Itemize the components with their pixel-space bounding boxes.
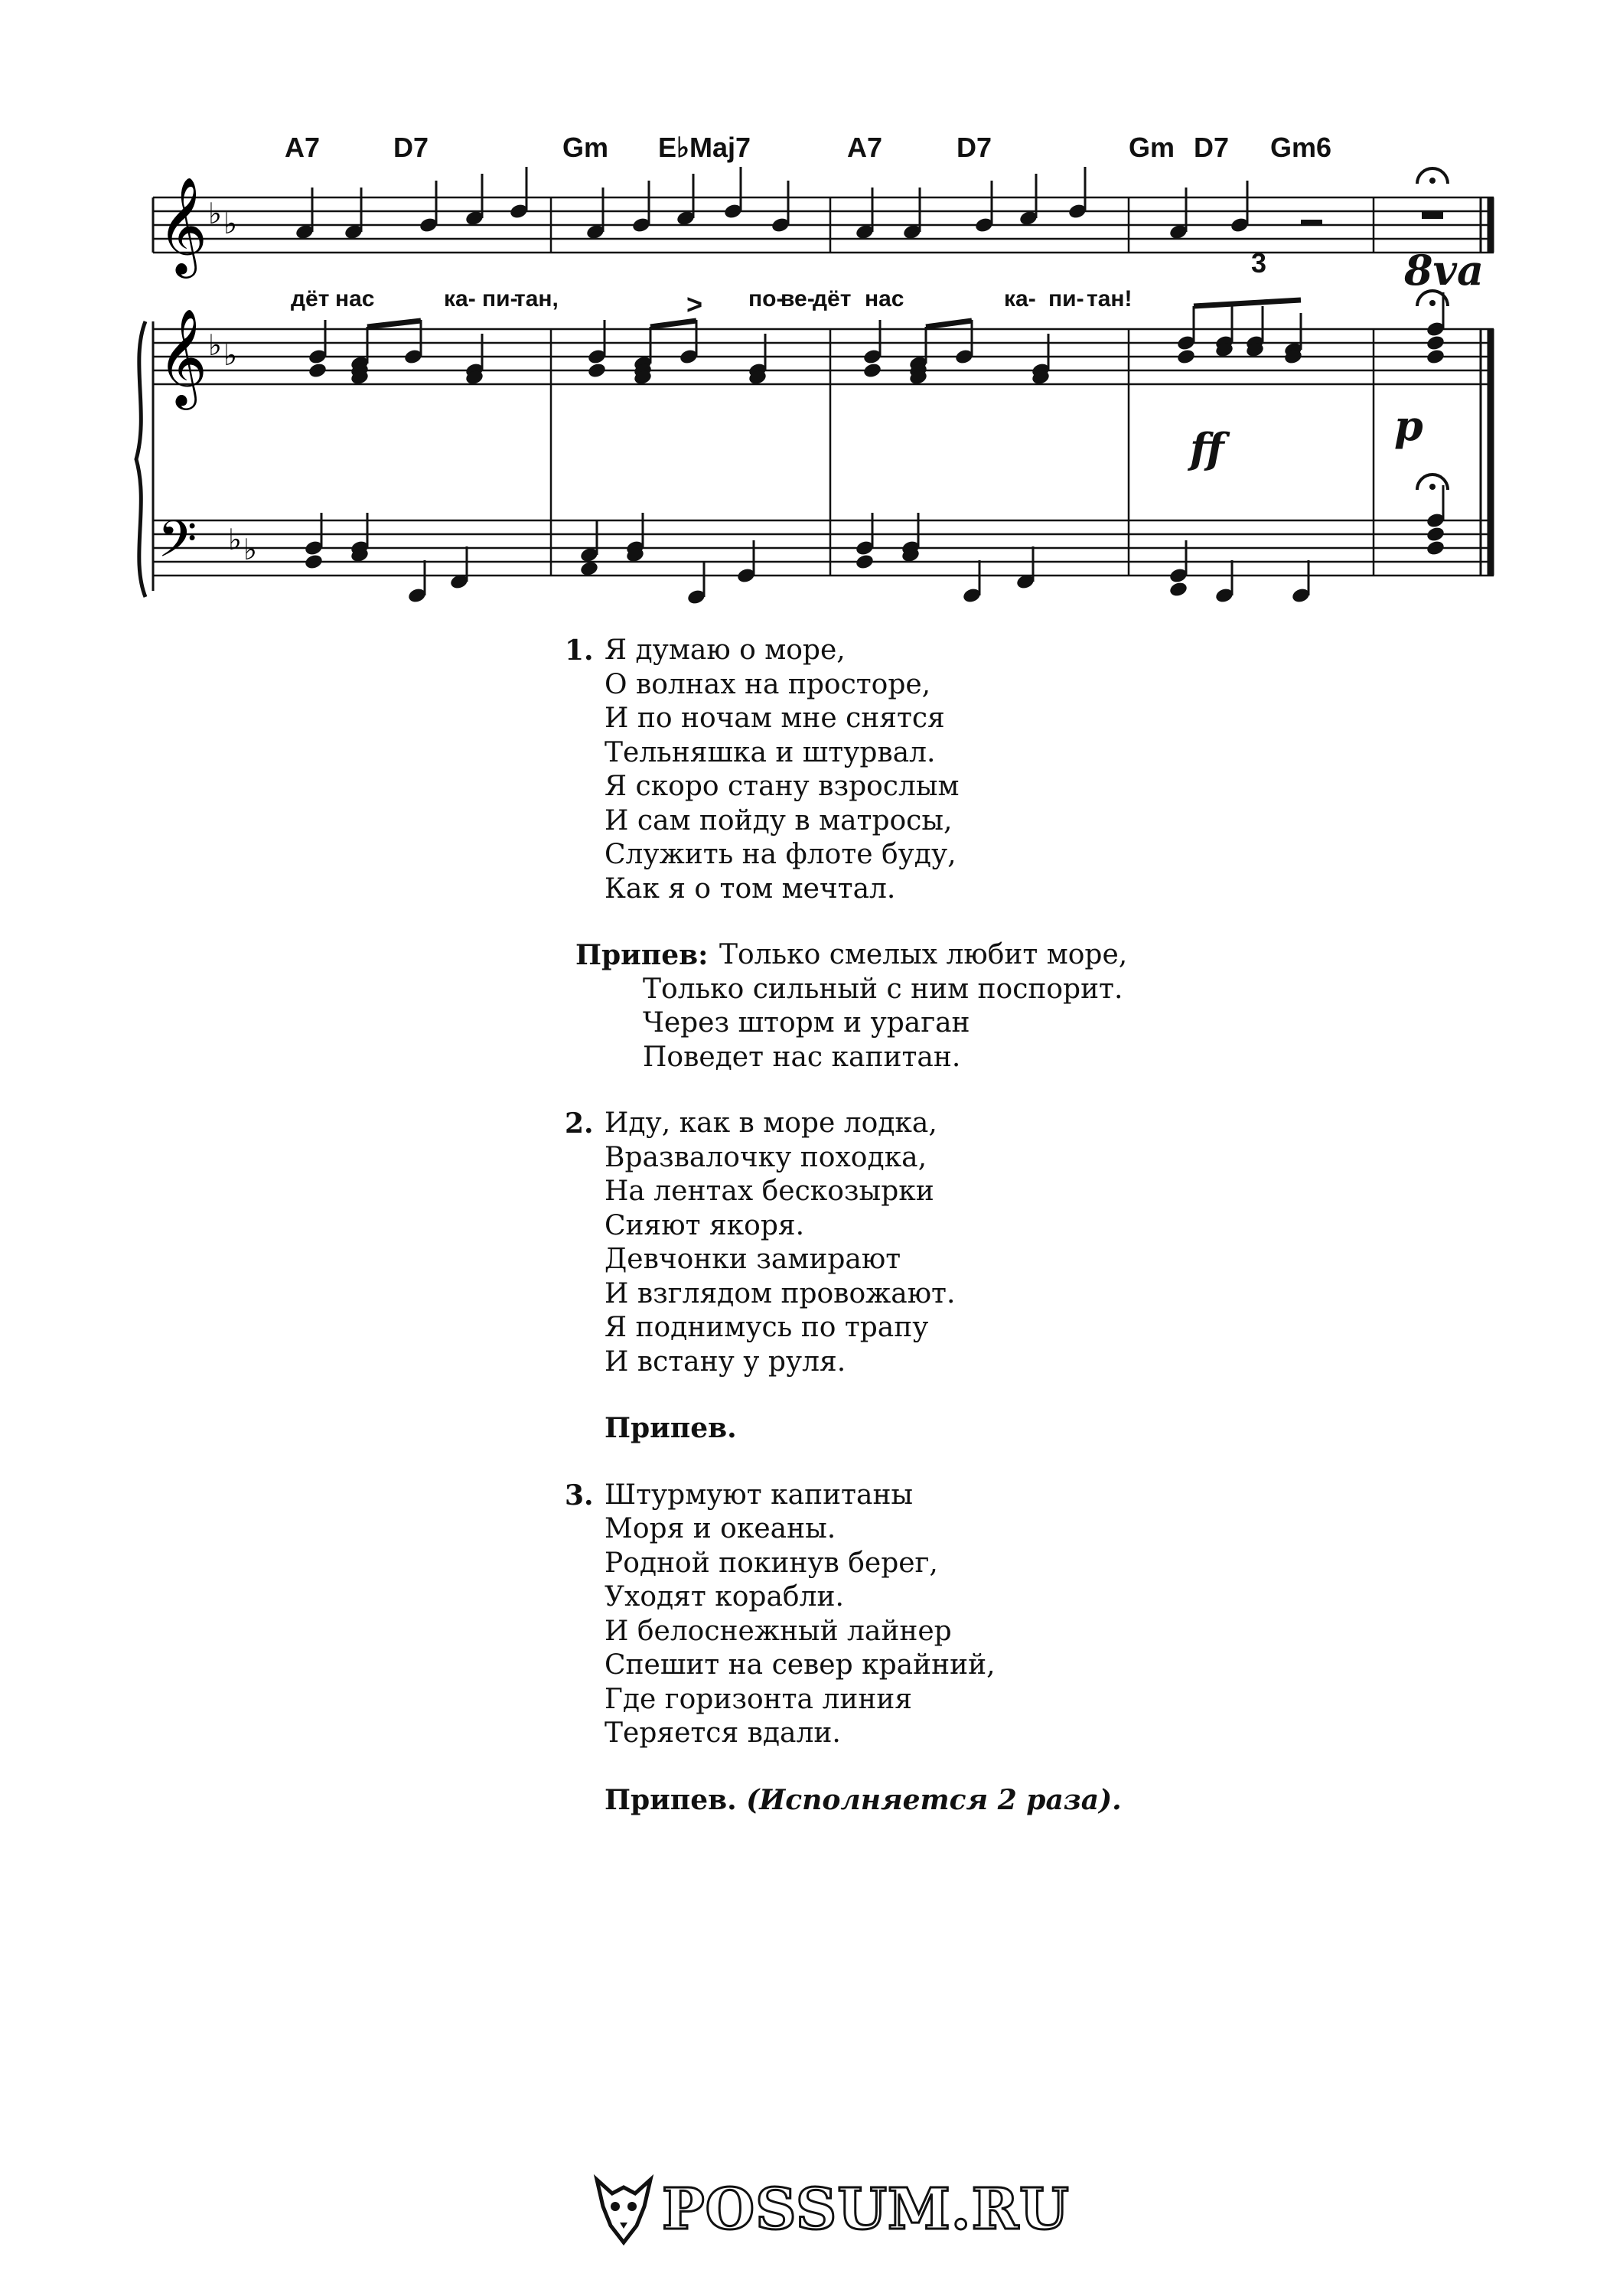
refrain-marker	[605, 1411, 1293, 1446]
piano-brace-icon	[136, 321, 153, 597]
lyric-syllable: ка-	[1004, 286, 1036, 311]
lyric-syllable: тан,	[514, 286, 559, 311]
chorus-stanza	[575, 938, 1293, 1075]
verse-number: 1.	[565, 634, 594, 667]
chord-symbol: Gm6	[1270, 132, 1332, 163]
chord-symbol: D7	[957, 132, 992, 163]
verse-line: Как я о том мечтал.	[605, 872, 896, 905]
verse-line: Служить на флоте буду,	[605, 839, 957, 870]
verse-line: И белоснежный лайнер	[605, 1615, 952, 1647]
piano-marking: p	[1394, 401, 1423, 450]
verse-line: И сам пойду в матросы,	[605, 804, 953, 837]
note-head	[862, 362, 882, 380]
chord-symbol: A7	[847, 132, 883, 163]
note-head	[1426, 348, 1445, 366]
refrain-label: Припев.	[605, 1783, 737, 1816]
verse-line: Сияют якоря.	[605, 1209, 805, 1241]
svg-text:𝄞: 𝄞	[158, 308, 208, 406]
lyric-syllable: дёт	[291, 286, 330, 311]
lyric-syllable: пи-	[1048, 286, 1084, 311]
chord-symbols	[285, 132, 1331, 163]
treble-clef-icon	[158, 176, 207, 279]
svg-text:♭: ♭	[228, 523, 242, 556]
refrain-label: Припев.	[605, 1412, 737, 1444]
lyric-syllable: дёт	[813, 286, 852, 311]
watermark-logo	[589, 2172, 1070, 2256]
note-head	[1426, 540, 1445, 557]
chorus-line: Через шторм и ураган	[643, 1007, 970, 1039]
verse-line: Родной покинув берег,	[605, 1547, 938, 1579]
vocal-staff	[153, 197, 1494, 253]
fortissimo-marking: ff	[1190, 424, 1224, 473]
note-head	[1426, 526, 1445, 543]
piano-accompaniment-notes	[304, 292, 1445, 605]
verse-line: Вразвалочку походка,	[605, 1141, 927, 1173]
lyric-syllable: тан!	[1087, 286, 1133, 311]
piano-treble-clef-icon	[158, 308, 207, 410]
note-head	[587, 362, 607, 380]
verse-line: Теряется вдали.	[605, 1717, 841, 1749]
verse-line: Я поднимусь по трапу	[605, 1312, 929, 1343]
refrain-line	[605, 1411, 1293, 1446]
refrain-line	[605, 1783, 1293, 1818]
watermark-text: POSSUM.RU	[662, 2177, 1070, 2242]
verse-line: И взглядом провожают.	[605, 1277, 956, 1309]
performance-note: (Исполняется 2 раза).	[736, 1783, 1122, 1816]
note-head	[855, 553, 875, 571]
verse-line: 2. Иду, как в море лодка,	[565, 1107, 937, 1140]
chord-symbol: Gm	[1129, 132, 1175, 163]
chord-symbol: E♭Maj7	[658, 132, 751, 163]
song-verses	[565, 634, 1293, 1850]
verse-line: Я скоро стану взрослым	[605, 771, 960, 802]
note-beam	[650, 321, 696, 327]
verse-line: Спешит на север крайний,	[605, 1649, 996, 1681]
verse-number: 3.	[565, 1479, 594, 1512]
lyric-syllable: ка-	[444, 286, 476, 311]
verse-line: На лентах бескозырки	[605, 1176, 934, 1207]
verse-stanza	[565, 1479, 1293, 1751]
note-beam	[926, 321, 972, 327]
vocal-melody-notes	[295, 167, 1443, 240]
verse-stanza	[565, 1107, 1293, 1379]
key-signature-flats-icon	[208, 197, 237, 240]
bass-clef-icon	[158, 510, 197, 581]
note-head	[1176, 348, 1196, 366]
note-head	[308, 362, 328, 380]
note-head	[1168, 581, 1188, 598]
rest-symbol	[1422, 211, 1443, 219]
svg-text:♭: ♭	[208, 328, 222, 362]
refrain-marker	[605, 1783, 1293, 1818]
chord-symbol: D7	[393, 132, 429, 163]
lyric-syllable: пи-	[482, 286, 518, 311]
note-head	[304, 553, 324, 571]
chorus-label: Припев:	[575, 939, 709, 971]
svg-text:𝄢: 𝄢	[158, 510, 197, 581]
possum-logo-icon	[589, 2172, 658, 2249]
lyric-syllable: ве-	[781, 286, 815, 311]
lyrics-line	[291, 286, 1133, 311]
svg-text:𝄞: 𝄞	[158, 176, 208, 274]
note-beam	[367, 321, 421, 327]
chorus-line: Поведет нас капитан.	[643, 1041, 961, 1073]
verse-line: 1. Я думаю о море,	[565, 634, 846, 667]
svg-text:♭: ♭	[208, 197, 222, 230]
accent-mark: >	[686, 289, 703, 320]
chorus-line: Только сильный с ним поспорит.	[643, 973, 1123, 1005]
verse-line: И по ночам мне снятся	[605, 703, 945, 734]
svg-text:♭: ♭	[223, 207, 237, 240]
chord-symbol: D7	[1194, 132, 1230, 163]
svg-text:♭: ♭	[243, 533, 257, 566]
lyric-syllable: по-	[748, 286, 784, 311]
chord-symbol: A7	[285, 132, 321, 163]
lyric-syllable: нас	[335, 286, 375, 311]
svg-text:♭: ♭	[223, 338, 237, 372]
verse-line: Девчонки замирают	[605, 1244, 901, 1275]
rest-symbol	[1301, 220, 1322, 226]
verse-number: 2.	[565, 1107, 594, 1140]
verse-line: Где горизонта линия	[605, 1683, 913, 1715]
verse-line: 3. Штурмуют капитаны	[565, 1479, 914, 1512]
verse-line: И встану у руля.	[605, 1345, 846, 1378]
verse-line: Тельняшка и штурвал.	[605, 736, 936, 768]
piano-barlines	[551, 329, 1491, 576]
piano-key-signature-icon	[208, 328, 257, 566]
verse-line: О волнах на просторе,	[605, 668, 931, 700]
lyric-syllable: нас	[865, 286, 904, 311]
note-beam	[1194, 300, 1301, 306]
tuplet-number: 3	[1251, 247, 1267, 279]
ottava-marking: 8va	[1404, 246, 1484, 295]
sheet-music-score	[0, 0, 1623, 628]
chorus-line: Припев: Только смелых любит море,	[575, 939, 1128, 971]
chord-symbol: Gm	[562, 132, 609, 163]
verse-line: Моря и океаны.	[605, 1513, 836, 1544]
verse-line: Уходят корабли.	[605, 1581, 844, 1613]
verse-stanza	[565, 634, 1293, 906]
note-head	[1426, 334, 1445, 352]
